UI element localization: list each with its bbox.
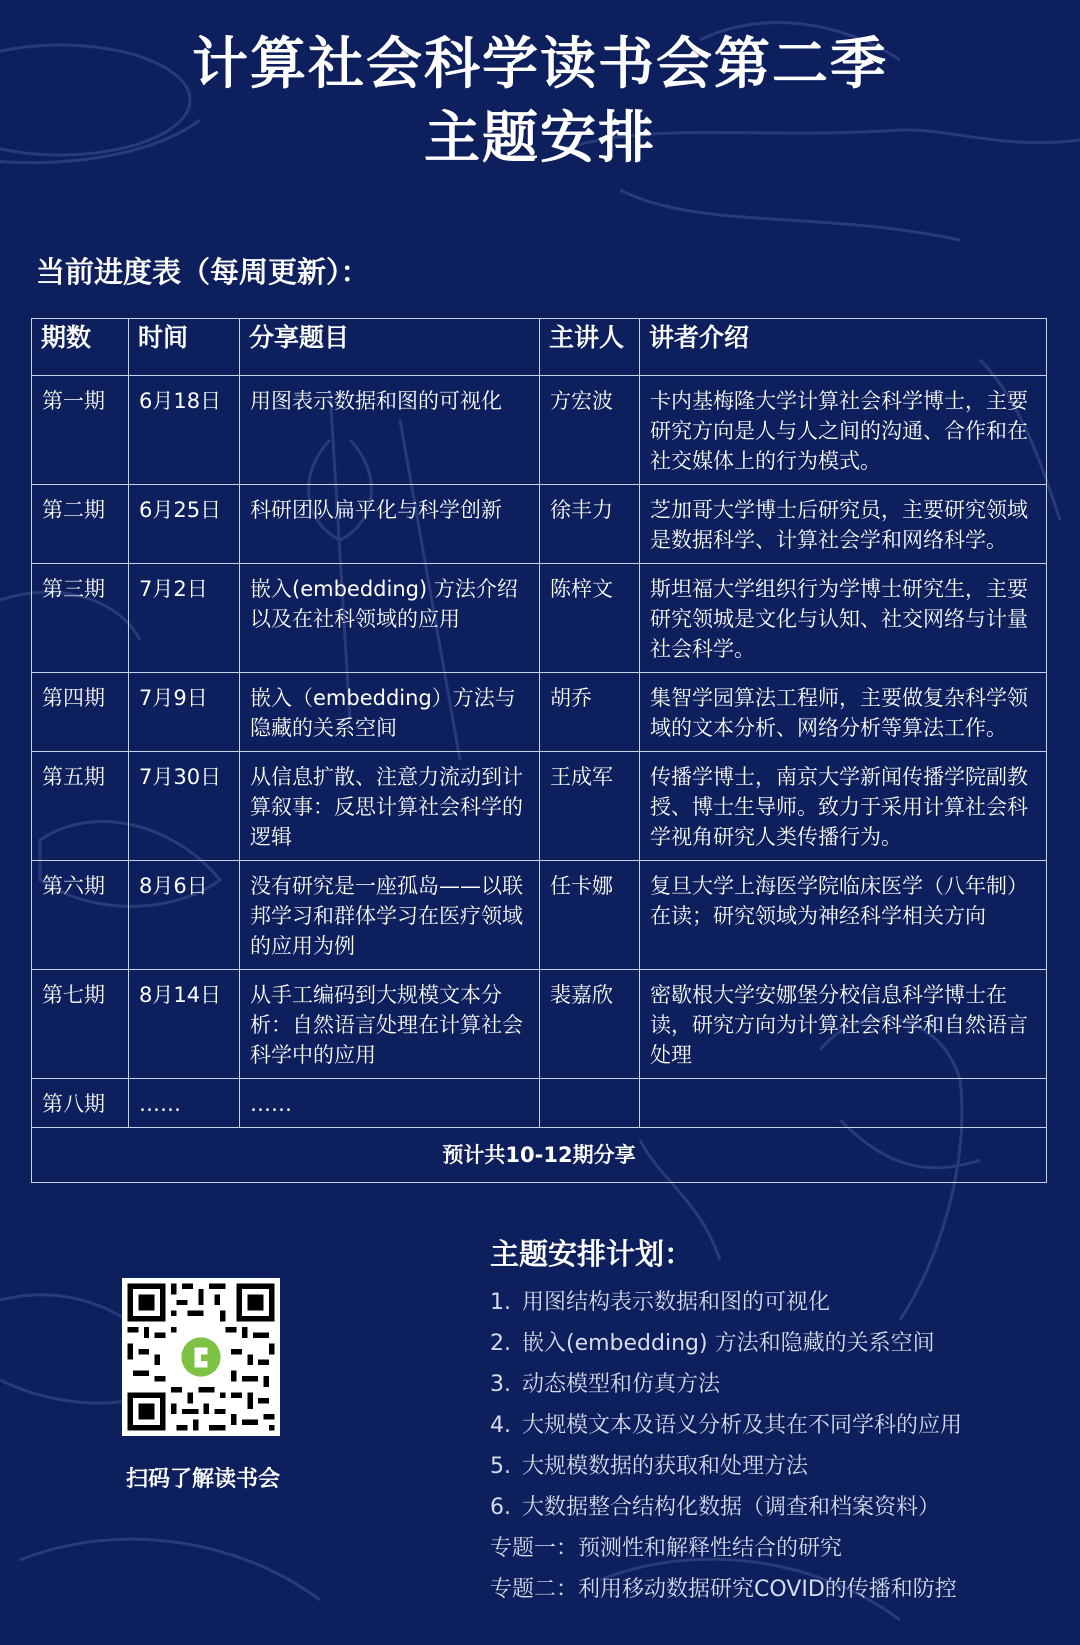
cell-bio	[640, 1079, 1047, 1128]
table-row	[32, 1079, 1047, 1128]
table-row	[32, 376, 1047, 485]
list-item-number: 3.	[490, 1372, 511, 1397]
header-bio: 讲者介绍	[640, 319, 1047, 376]
jizhi-logo-icon	[176, 1332, 225, 1381]
list-item	[490, 1282, 1070, 1323]
cell-date: 8月14日	[129, 970, 240, 1079]
cell-issue: 第八期	[32, 1079, 129, 1128]
list-item-text: 嵌入(embedding) 方法和隐藏的关系空间	[522, 1331, 935, 1356]
list-item-text: 用图结构表示数据和图的可视化	[522, 1290, 831, 1315]
cell-speaker: 陈梓文	[540, 564, 640, 673]
header-issue: 期数	[32, 319, 129, 376]
cell-issue: 第五期	[32, 752, 129, 861]
cell-bio: 复旦大学上海医学院临床医学（八年制）在读；研究领域为神经科学相关方向	[640, 861, 1047, 970]
plan-list	[490, 1282, 1070, 1610]
cell-topic: ……	[240, 1079, 540, 1128]
header-topic: 分享题目	[240, 319, 540, 376]
table-header-row	[32, 319, 1047, 376]
header-date: 时间	[129, 319, 240, 376]
cell-bio: 传播学博士，南京大学新闻传播学院副教授、博士生导师。致力于采用计算社会科学视角研究人类传播行为。	[640, 752, 1047, 861]
cell-date: 7月30日	[129, 752, 240, 861]
list-item-number: 2.	[490, 1331, 511, 1356]
cell-issue: 第一期	[32, 376, 129, 485]
cell-topic: 嵌入(embedding) 方法介绍以及在社科领域的应用	[240, 564, 540, 673]
cell-speaker	[540, 1079, 640, 1128]
qr-code-icon[interactable]	[122, 1278, 280, 1436]
cell-topic: 嵌入（embedding）方法与隐藏的关系空间	[240, 673, 540, 752]
plan-heading: 主题安排计划：	[490, 1237, 694, 1271]
list-item-text: 动态模型和仿真方法	[522, 1372, 721, 1397]
table-footer-row	[32, 1128, 1047, 1183]
list-item-number: 5.	[490, 1454, 511, 1479]
list-item-text: 大数据整合结构化数据（调查和档案资料）	[522, 1495, 941, 1520]
table-row	[32, 752, 1047, 861]
cell-issue: 第三期	[32, 564, 129, 673]
cell-date: 8月6日	[129, 861, 240, 970]
table-row	[32, 673, 1047, 752]
cell-topic: 科研团队扁平化与科学创新	[240, 485, 540, 564]
list-item	[490, 1364, 1070, 1405]
list-item-number: 6.	[490, 1495, 511, 1520]
cell-topic: 没有研究是一座孤岛——以联邦学习和群体学习在医疗领域的应用为例	[240, 861, 540, 970]
cell-topic: 从信息扩散、注意力流动到计算叙事：反思计算社会科学的逻辑	[240, 752, 540, 861]
special-topic-2: 专题二：利用移动数据研究COVID的传播和防控	[490, 1577, 957, 1602]
progress-heading: 当前进度表（每周更新）：	[36, 255, 370, 289]
table-row	[32, 970, 1047, 1079]
list-item-text: 大规模文本及语义分析及其在不同学科的应用	[522, 1413, 963, 1438]
cell-date: 7月9日	[129, 673, 240, 752]
cell-speaker: 任卡娜	[540, 861, 640, 970]
cell-date: 6月25日	[129, 485, 240, 564]
qr-caption: 扫码了解读书会	[125, 1467, 280, 1492]
cell-date: ……	[129, 1079, 240, 1128]
cell-date: 7月2日	[129, 564, 240, 673]
list-item	[490, 1405, 1070, 1446]
cell-speaker: 方宏波	[540, 376, 640, 485]
table-row	[32, 485, 1047, 564]
cell-issue: 第七期	[32, 970, 129, 1079]
list-item	[490, 1487, 1070, 1528]
list-item	[490, 1446, 1070, 1487]
cell-bio: 集智学园算法工程师，主要做复杂科学领域的文本分析、网络分析等算法工作。	[640, 673, 1047, 752]
title-line-1: 计算社会科学读书会第二季	[192, 32, 888, 97]
cell-bio: 卡内基梅隆大学计算社会科学博士，主要研究方向是人与人之间的沟通、合作和在社交媒体上的行为模式。	[640, 376, 1047, 485]
table-footer: 预计共10-12期分享	[32, 1128, 1047, 1183]
page-title	[0, 28, 1080, 176]
cell-topic: 用图表示数据和图的可视化	[240, 376, 540, 485]
cell-issue: 第二期	[32, 485, 129, 564]
cell-issue: 第六期	[32, 861, 129, 970]
list-item-number: 1.	[490, 1290, 511, 1315]
cell-date: 6月18日	[129, 376, 240, 485]
special-topic-1: 专题一：预测性和解释性结合的研究	[490, 1536, 843, 1561]
list-item-number: 4.	[490, 1413, 511, 1438]
cell-bio: 芝加哥大学博士后研究员，主要研究领域是数据科学、计算社会学和网络科学。	[640, 485, 1047, 564]
cell-bio: 斯坦福大学组织行为学博士研究生，主要研究领城是文化与认知、社交网络与计量社会科学。	[640, 564, 1047, 673]
header-speaker: 主讲人	[540, 319, 640, 376]
table-row	[32, 564, 1047, 673]
cell-issue: 第四期	[32, 673, 129, 752]
cell-speaker: 王成军	[540, 752, 640, 861]
cell-speaker: 胡乔	[540, 673, 640, 752]
list-item	[490, 1323, 1070, 1364]
cell-speaker: 徐丰力	[540, 485, 640, 564]
cell-topic: 从手工编码到大规模文本分析：自然语言处理在计算社会科学中的应用	[240, 970, 540, 1079]
schedule-table	[31, 318, 1047, 1183]
title-line-2: 主题安排	[424, 106, 656, 171]
cell-speaker: 裴嘉欣	[540, 970, 640, 1079]
table-row	[32, 861, 1047, 970]
cell-bio: 密歇根大学安娜堡分校信息科学博士在读，研究方向为计算社会科学和自然语言处理	[640, 970, 1047, 1079]
list-item-text: 大规模数据的获取和处理方法	[522, 1454, 809, 1479]
